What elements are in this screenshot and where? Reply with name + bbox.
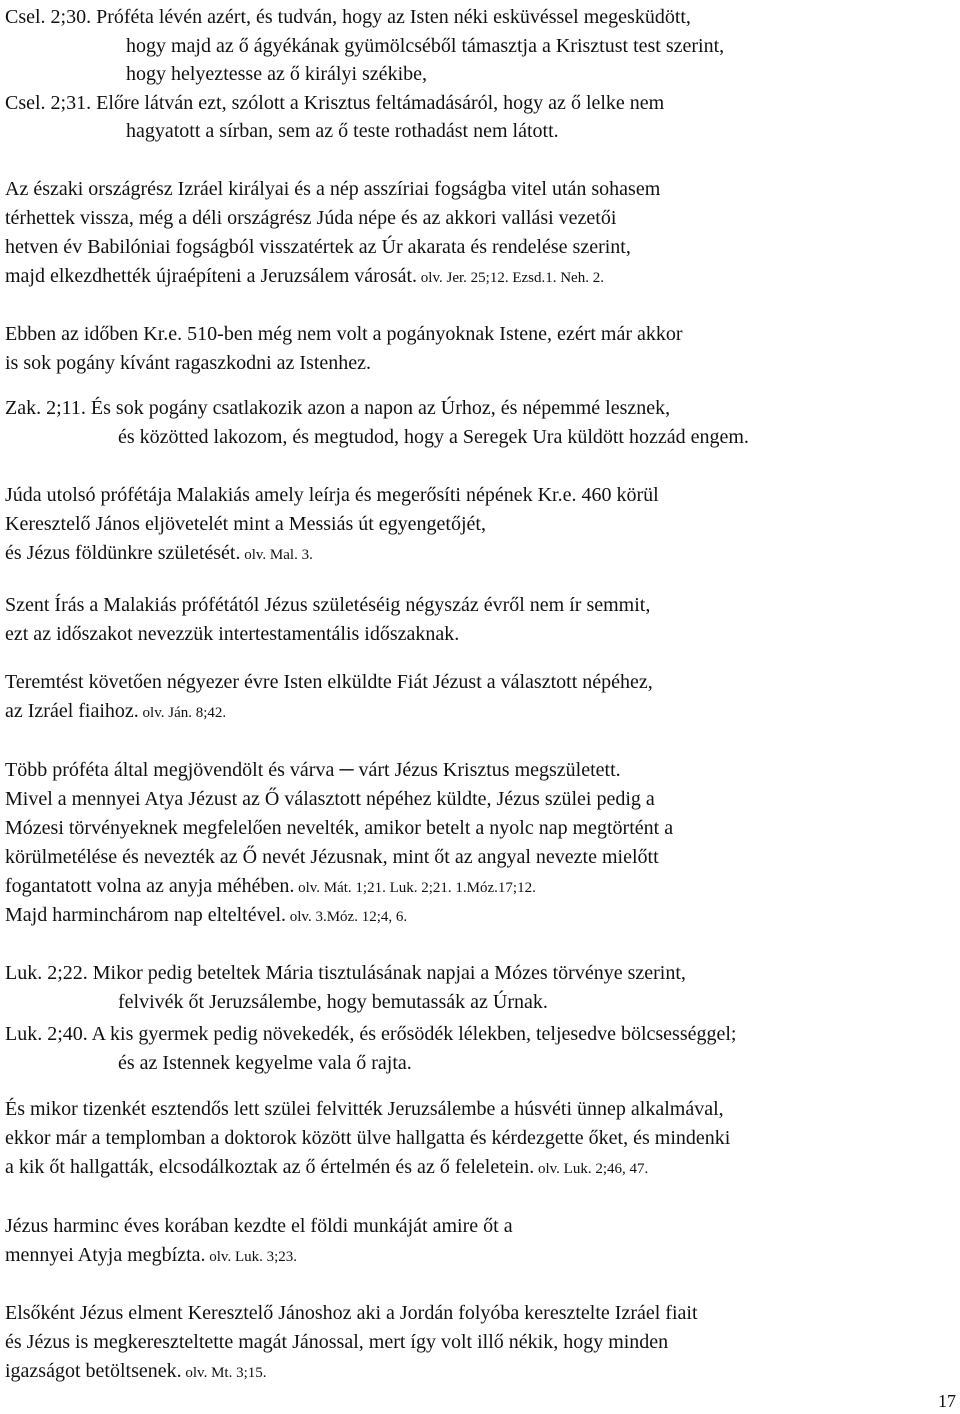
- text-line: [5, 4, 691, 30]
- line-text: Elsőként Jézus elment Keresztelő Jánoshoz aki a Jordán folyóba keresztelte Izráel fiait: [5, 1302, 698, 1324]
- line-text: térhettek vissza, még a déli országrész Júda népe és az akkori vallási vezetői: [5, 207, 617, 229]
- line-text: Szent Írás a Malakiás prófétától Jézus születéséig négyszáz évről nem ír semmit,: [5, 594, 651, 616]
- text-line: [5, 621, 459, 647]
- line-text: felvivék őt Jeruzsálembe, hogy bemutassák az Úrnak.: [118, 991, 548, 1013]
- text-line: [118, 1050, 412, 1076]
- line-text: Az északi országrész Izráel királyai és a nép asszíriai fogságba vitel után sohasem: [5, 178, 661, 200]
- line-text: majd elkezdhették újraépíteni a Jeruzsálem városát.: [5, 265, 418, 287]
- line-text: ezt az időszakot nevezzük intertestamentális időszaknak.: [5, 623, 460, 645]
- line-text: Jézus harminc éves korában kezdte el földi munkáját amire őt a: [5, 1215, 513, 1237]
- line-text: És mikor tizenkét esztendős lett szülei felvitték Jeruzsálembe a húsvéti ünnep alkalmával,: [5, 1098, 724, 1120]
- text-line: [5, 815, 673, 841]
- text-line: [5, 592, 650, 618]
- line-text: Luk. 2;40. A kis gyermek pedig növekedék, és erősödék lélekben, teljesedve bölcsességgel;: [5, 1023, 737, 1045]
- text-line: [5, 1358, 267, 1386]
- line-text: hagyatott a sírban, sem az ő teste rothadást nem látott.: [126, 120, 559, 142]
- text-line: [5, 1021, 736, 1047]
- line-text: Júda utolsó prófétája Malakiás amely leírja és megerősíti népének Kr.e. 460 körül: [5, 484, 659, 506]
- text-line: [5, 757, 621, 783]
- text-line: [5, 844, 659, 870]
- text-line: [5, 1213, 513, 1239]
- text-line: [5, 263, 604, 291]
- text-line: [5, 176, 660, 202]
- text-line: [118, 989, 548, 1015]
- line-text: hetven év Babilóniai fogságból visszatértek az Úr akarata és rendelése szerint,: [5, 236, 631, 258]
- text-line: [5, 1154, 648, 1182]
- text-line: [5, 960, 686, 986]
- text-line: [5, 1300, 698, 1326]
- text-line: [5, 321, 683, 347]
- text-line: [5, 395, 670, 421]
- scripture-reference: olv. Mt. 3;15.: [181, 1365, 267, 1381]
- text-line: [5, 350, 371, 376]
- line-text: Mózesi törvényeknek megfelelően nevelték, amikor betelt a nyolc nap megtörtént a: [5, 817, 674, 839]
- line-text: hogy helyeztesse az ő királyi székibe,: [126, 63, 427, 85]
- line-text: Csel. 2;30. Próféta lévén azért, és tudván, hogy az Isten néki esküvéssel megesküdött,: [5, 6, 691, 28]
- scripture-reference: olv. Jer. 25;12. Ezsd.1. Neh. 2.: [417, 270, 604, 286]
- text-line: [5, 786, 655, 812]
- text-line: [5, 482, 659, 508]
- line-text: fogantatott volna az anyja méhében.: [5, 875, 295, 897]
- text-line: [118, 424, 749, 450]
- line-text: Csel. 2;31. Előre látván ezt, szólott a Krisztus feltámadásáról, hogy az ő lelke nem: [5, 92, 665, 114]
- text-line: [5, 873, 536, 901]
- line-text: körülmetélése és nevezték az Ő nevét Jézusnak, mint őt az angyal nevezte mielőtt: [5, 846, 659, 868]
- line-text: Zak. 2;11. És sok pogány csatlakozik azon a napon az Úrhoz, és népemmé lesznek,: [5, 397, 671, 419]
- text-line: [126, 61, 427, 87]
- line-text: és Jézus is megkereszteltette magát Jánossal, mert így volt illő nékik, hogy minden: [5, 1331, 669, 1353]
- text-line: [126, 33, 724, 59]
- text-line: [5, 1096, 724, 1122]
- line-text: igazságot betöltsenek.: [5, 1360, 182, 1382]
- text-line: [5, 669, 653, 695]
- line-text: ekkor már a templomban a doktorok között ülve hallgatta és kérdezgette őket, és mindenki: [5, 1127, 731, 1149]
- text-line: [5, 1125, 730, 1151]
- line-text: Több próféta által megjövendölt és várva ─ várt Jézus Krisztus megszületett.: [5, 759, 621, 781]
- line-text: Luk. 2;22. Mikor pedig beteltek Mária tisztulásának napjai a Mózes törvénye szerint,: [5, 962, 686, 984]
- line-text: Keresztelő János eljövetelét mint a Messiás út egyengetőjét,: [5, 513, 486, 535]
- line-text: és Jézus földünkre születését.: [5, 542, 241, 564]
- line-text: hogy majd az ő ágyékának gyümölcséből támasztja a Krisztust test szerint,: [126, 35, 725, 57]
- text-line: [5, 90, 664, 116]
- page-number: 17: [938, 1391, 956, 1411]
- line-text: a kik őt hallgatták, elcsodálkoztak az ő értelmén és az ő feleletein.: [5, 1156, 535, 1178]
- scripture-reference: olv. Luk. 2;46, 47.: [534, 1161, 649, 1177]
- scripture-reference: olv. Mát. 1;21. Luk. 2;21. 1.Móz.17;12.: [294, 880, 536, 896]
- text-line: [5, 540, 313, 568]
- text-line: [5, 902, 407, 930]
- line-text: Ebben az időben Kr.e. 510-ben még nem volt a pogányoknak Istene, ezért már akkor: [5, 323, 683, 345]
- line-text: az Izráel fiaihoz.: [5, 700, 139, 722]
- text-line: [5, 1329, 668, 1355]
- scripture-reference: olv. Luk. 3;23.: [205, 1249, 298, 1265]
- scripture-reference: olv. Mal. 3.: [240, 547, 313, 563]
- line-text: is sok pogány kívánt ragaszkodni az Istenhez.: [5, 352, 372, 374]
- scripture-reference: olv. 3.Móz. 12;4, 6.: [286, 909, 408, 925]
- text-line: [5, 511, 486, 537]
- text-line: [5, 1242, 297, 1270]
- line-text: mennyei Atyja megbízta.: [5, 1244, 206, 1266]
- line-text: Teremtést követően négyezer évre Isten elküldte Fiát Jézust a választott népéhez,: [5, 671, 653, 693]
- text-line: [5, 205, 616, 231]
- line-text: és közötted lakozom, és megtudod, hogy a Seregek Ura küldött hozzád engem.: [118, 426, 749, 448]
- text-line: [5, 234, 631, 260]
- scripture-reference: olv. Ján. 8;42.: [138, 705, 227, 721]
- text-line: [126, 118, 559, 144]
- line-text: Mivel a mennyei Atya Jézust az Ő választott népéhez küldte, Jézus szülei pedig a: [5, 788, 655, 810]
- text-line: [5, 698, 226, 726]
- line-text: Majd harminchárom nap elteltével.: [5, 904, 287, 926]
- line-text: és az Istennek kegyelme vala ő rajta.: [118, 1052, 412, 1074]
